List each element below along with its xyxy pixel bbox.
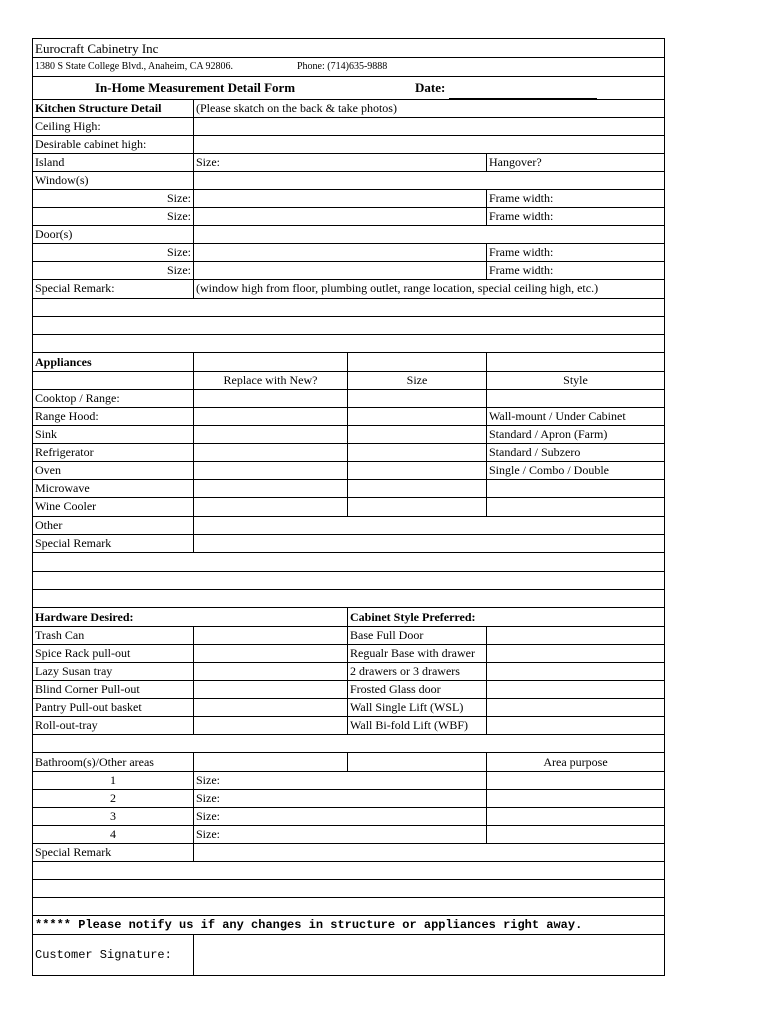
window-frame-width[interactable]: Frame width: (486, 208, 664, 225)
window-size-label: Size: (167, 191, 191, 205)
windows-value[interactable] (193, 172, 664, 189)
island-size[interactable]: Size: (193, 154, 486, 171)
appliance-style[interactable]: Wall-mount / Under Cabinet (486, 408, 664, 425)
bathroom-number: 1 (110, 773, 116, 787)
door-size-row (32, 244, 665, 262)
appliances-columns-row (32, 372, 665, 390)
ceiling-value[interactable] (193, 118, 664, 135)
door-size-value[interactable] (193, 244, 486, 261)
blank-row[interactable] (32, 590, 665, 608)
appliance-row (32, 426, 665, 444)
appliances-col-blank (33, 372, 193, 389)
appliance-replace[interactable] (193, 444, 347, 461)
cabinet-style: Wall Single Lift (WSL) (347, 699, 486, 716)
notice-text: ***** Please notify us if any changes in structure or appliances right away. (35, 918, 583, 932)
appliance-name: Sink (35, 427, 58, 441)
hardware-item: Lazy Susan tray (35, 664, 113, 678)
hardware-header-row (32, 608, 665, 627)
appliance-other-value[interactable] (193, 517, 664, 534)
measurement-form (32, 38, 665, 976)
door-size-value[interactable] (193, 262, 486, 279)
cabinet-value[interactable] (486, 681, 664, 698)
hardware-item: Roll-out-tray (35, 718, 98, 732)
signature-field[interactable] (193, 935, 664, 975)
appliance-size[interactable] (347, 426, 486, 443)
kitchen-header-row (32, 100, 665, 118)
blank-row[interactable] (32, 299, 665, 317)
bathroom-remark-value[interactable] (193, 844, 664, 861)
bathroom-size[interactable]: Size: (193, 772, 486, 789)
col-size: Size (347, 372, 486, 389)
kitchen-remark-row (32, 280, 665, 299)
hardware-row (32, 627, 665, 645)
appliance-name: Cooktop / Range: (35, 391, 120, 405)
appliance-replace[interactable] (193, 480, 347, 497)
kitchen-remark-label: Special Remark: (35, 281, 115, 295)
window-size-value[interactable] (193, 208, 486, 225)
blank-row[interactable] (32, 735, 665, 753)
hardware-value[interactable] (193, 627, 347, 644)
blank-row[interactable] (32, 862, 665, 880)
appliances-blank (486, 353, 664, 371)
cabinet-value[interactable] (486, 645, 664, 662)
company-address: 1380 S State College Blvd., Anaheim, CA 92806. (35, 61, 234, 72)
hardware-value[interactable] (193, 645, 347, 662)
blank-row[interactable] (32, 898, 665, 916)
door-frame-width[interactable]: Frame width: (486, 244, 664, 261)
door-frame-width[interactable]: Frame width: (486, 262, 664, 279)
cabinet-style: Base Full Door (347, 627, 486, 644)
signature-label: Customer Signature: (35, 948, 172, 962)
appliance-replace[interactable] (193, 462, 347, 479)
hardware-row (32, 681, 665, 699)
bathroom-purpose[interactable] (486, 790, 664, 807)
ceiling-label: Ceiling High: (35, 119, 101, 133)
bathroom-blank (347, 753, 486, 771)
bathroom-number: 2 (110, 791, 116, 805)
appliance-style[interactable] (486, 390, 664, 407)
appliance-style[interactable]: Single / Combo / Double (486, 462, 664, 479)
company-address-row (32, 58, 665, 77)
appliance-replace[interactable] (193, 498, 347, 516)
form-title: In-Home Measurement Detail Form (95, 80, 296, 95)
form-title-row (32, 77, 665, 100)
bathroom-size[interactable]: Size: (193, 808, 486, 825)
ceiling-row (32, 118, 665, 136)
col-style: Style (486, 372, 664, 389)
appliances-header: Appliances (35, 355, 92, 369)
door-size-row (32, 262, 665, 280)
appliance-row (32, 444, 665, 462)
cabinet-style: Wall Bi-fold Lift (WBF) (347, 717, 486, 734)
appliances-header-row (32, 353, 665, 372)
hardware-value[interactable] (193, 717, 347, 734)
appliance-size[interactable] (347, 390, 486, 407)
bathroom-remark-label: Special Remark (35, 845, 112, 859)
windows-row (32, 172, 665, 190)
bathroom-header-row (32, 753, 665, 772)
signature-row (32, 935, 665, 976)
desirable-label: Desirable cabinet high: (35, 137, 147, 151)
company-phone: Phone: (714)635-9888 (297, 61, 388, 72)
company-name-row (32, 38, 665, 58)
desirable-value[interactable] (193, 136, 664, 153)
cabinet-style: 2 drawers or 3 drawers (347, 663, 486, 680)
island-label: Island (35, 155, 65, 169)
island-hangover[interactable]: Hangover? (486, 154, 664, 171)
date-label: Date: (415, 80, 446, 95)
appliance-size[interactable] (347, 480, 486, 497)
appliance-replace[interactable] (193, 408, 347, 425)
door-size-label: Size: (167, 245, 191, 259)
window-frame-width[interactable]: Frame width: (486, 190, 664, 207)
window-size-row (32, 190, 665, 208)
blank-row[interactable] (32, 553, 665, 572)
hardware-row (32, 645, 665, 663)
appliance-size[interactable] (347, 462, 486, 479)
appliance-name: Range Hood: (35, 409, 99, 423)
bathroom-row (32, 808, 665, 826)
appliance-name: Refrigerator (35, 445, 94, 459)
bathroom-purpose[interactable] (486, 772, 664, 789)
hardware-item: Pantry Pull-out basket (35, 700, 142, 714)
hardware-row (32, 717, 665, 735)
company-name: Eurocraft Cabinetry Inc (35, 41, 159, 56)
area-purpose-label: Area purpose (486, 753, 664, 771)
cabinet-value[interactable] (486, 717, 664, 734)
desirable-row (32, 136, 665, 154)
appliances-blank (347, 353, 486, 371)
hardware-value[interactable] (193, 663, 347, 680)
hardware-value[interactable] (193, 699, 347, 716)
appliance-row (32, 390, 665, 408)
appliance-row (32, 498, 665, 517)
bathroom-purpose[interactable] (486, 826, 664, 843)
appliance-style[interactable]: Standard / Apron (Farm) (486, 426, 664, 443)
bathroom-header: Bathroom(s)/Other areas (35, 755, 154, 769)
col-replace: Replace with New? (193, 372, 347, 389)
doors-row (32, 226, 665, 244)
appliance-replace[interactable] (193, 426, 347, 443)
appliance-size[interactable] (347, 498, 486, 516)
bathroom-row (32, 790, 665, 808)
window-size-label: Size: (167, 209, 191, 223)
blank-row[interactable] (32, 317, 665, 335)
doors-label: Door(s) (35, 227, 73, 241)
appliance-other-row (32, 517, 665, 535)
appliance-name: Wine Cooler (35, 499, 97, 513)
appliance-style[interactable]: Standard / Subzero (486, 444, 664, 461)
bathroom-remark-row (32, 844, 665, 862)
cabinet-header: Cabinet Style Preferred: (347, 608, 486, 626)
appliance-row (32, 480, 665, 498)
hardware-row (32, 699, 665, 717)
island-row (32, 154, 665, 172)
appliance-remark-value[interactable] (193, 535, 664, 552)
blank-row[interactable] (32, 572, 665, 590)
cabinet-value[interactable] (486, 663, 664, 680)
appliance-name: Microwave (35, 481, 90, 495)
appliances-blank (193, 353, 347, 371)
window-size-row (32, 208, 665, 226)
appliance-size[interactable] (347, 408, 486, 425)
bathroom-row (32, 772, 665, 790)
hardware-item: Spice Rack pull-out (35, 646, 131, 660)
kitchen-remark-note[interactable]: (window high from floor, plumbing outlet, range location, special ceiling high, etc.) (193, 280, 664, 298)
door-size-label: Size: (167, 263, 191, 277)
appliance-row (32, 462, 665, 480)
cabinet-style: Regualr Base with drawer (347, 645, 486, 662)
appliance-other-label: Other (35, 518, 63, 532)
blank-row[interactable] (32, 880, 665, 898)
date-line (449, 86, 597, 99)
appliance-name: Oven (35, 463, 61, 477)
sketch-note: (Please skatch on the back & take photos) (193, 100, 664, 117)
appliance-size[interactable] (347, 444, 486, 461)
bathroom-blank (193, 753, 347, 771)
kitchen-header: Kitchen Structure Detail (35, 101, 162, 115)
appliance-style[interactable] (486, 498, 664, 516)
appliance-style[interactable] (486, 480, 664, 497)
date-field[interactable] (413, 77, 613, 99)
hardware-row (32, 663, 665, 681)
appliance-remark-row (32, 535, 665, 553)
notice-row (32, 916, 665, 935)
window-size-value[interactable] (193, 190, 486, 207)
bathroom-size[interactable]: Size: (193, 790, 486, 807)
bathroom-row (32, 826, 665, 844)
appliance-remark-label: Special Remark (35, 536, 112, 550)
hardware-item: Blind Corner Pull-out (35, 682, 140, 696)
hardware-value[interactable] (193, 681, 347, 698)
hardware-header: Hardware Desired: (35, 610, 134, 624)
bathroom-size[interactable]: Size: (193, 826, 486, 843)
bathroom-number: 3 (110, 809, 116, 823)
cabinet-style: Frosted Glass door (347, 681, 486, 698)
bathroom-purpose[interactable] (486, 808, 664, 825)
bathroom-number: 4 (110, 827, 116, 841)
appliance-replace[interactable] (193, 390, 347, 407)
cabinet-value[interactable] (486, 627, 664, 644)
windows-label: Window(s) (35, 173, 89, 187)
doors-value[interactable] (193, 226, 664, 243)
cabinet-value[interactable] (486, 699, 664, 716)
appliance-row (32, 408, 665, 426)
hardware-item: Trash Can (35, 628, 85, 642)
blank-row[interactable] (32, 335, 665, 353)
